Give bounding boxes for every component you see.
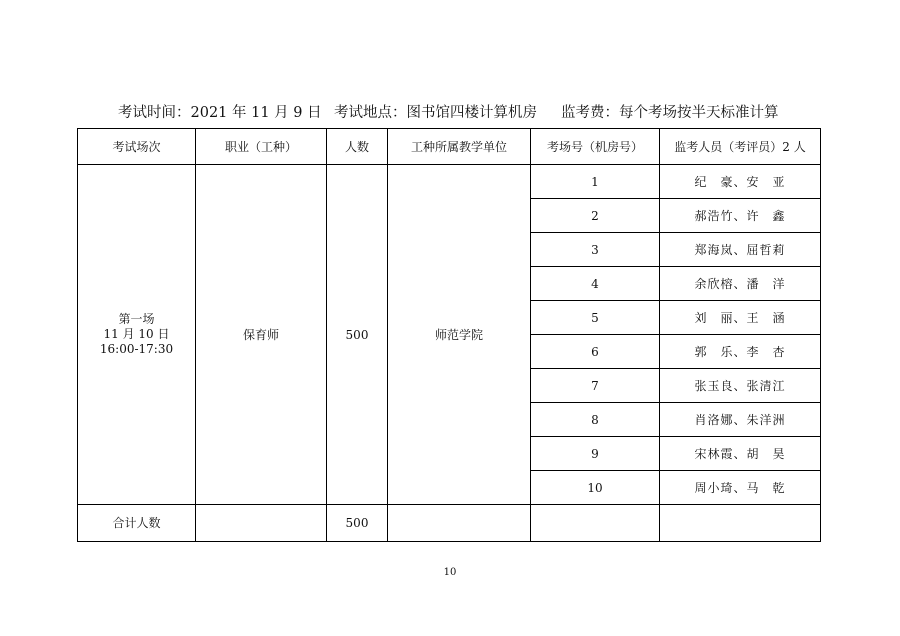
total-empty-cell (388, 505, 531, 542)
proctor-names: 余欣榕、潘 洋 (660, 267, 821, 301)
session-name: 第一场 (118, 312, 155, 326)
room-number: 5 (531, 301, 660, 335)
total-label: 合计人数 (78, 505, 196, 542)
total-empty-cell (531, 505, 660, 542)
room-number: 7 (531, 369, 660, 403)
header-line (0, 103, 900, 123)
exam-schedule-table (77, 128, 821, 542)
proctor-fee: 监考费：每个考场按半天标准计算 (561, 105, 779, 121)
room-number: 6 (531, 335, 660, 369)
proctor-names: 周小琦、马 乾 (660, 471, 821, 505)
proctor-names: 宋林霞、胡 昊 (660, 437, 821, 471)
room-number: 4 (531, 267, 660, 301)
exam-place: 考试地点：图书馆四楼计算机房 (334, 105, 537, 121)
total-count: 500 (327, 505, 388, 542)
session-cell (78, 165, 196, 505)
proctor-names: 肖洛娜、朱洋洲 (660, 403, 821, 437)
room-number: 1 (531, 165, 660, 199)
proctor-names: 郝浩竹、许 鑫 (660, 199, 821, 233)
unit-cell: 师范学院 (388, 165, 531, 505)
table-header-row (78, 129, 821, 165)
proctor-names: 张玉良、张清江 (660, 369, 821, 403)
proctor-names: 郑海岚、屈哲莉 (660, 233, 821, 267)
total-empty-cell (660, 505, 821, 542)
count-cell: 500 (327, 165, 388, 505)
exam-time: 考试时间：2021 年 11 月 9 日 (118, 105, 322, 121)
room-number: 3 (531, 233, 660, 267)
page-number: 10 (443, 567, 457, 578)
proctor-names: 纪 豪、安 亚 (660, 165, 821, 199)
session-time: 16:00-17:30 (99, 342, 174, 356)
proctor-names: 刘 丽、王 涵 (660, 301, 821, 335)
column-header-count: 人数 (327, 129, 388, 165)
room-number: 10 (531, 471, 660, 505)
proctor-names: 郭 乐、李 杏 (660, 335, 821, 369)
total-row (78, 505, 821, 542)
occupation-cell: 保育师 (196, 165, 327, 505)
column-header-unit: 工种所属教学单位 (388, 129, 531, 165)
column-header-proctors: 监考人员（考评员）2 人 (660, 129, 821, 165)
room-number: 9 (531, 437, 660, 471)
room-number: 8 (531, 403, 660, 437)
column-header-session: 考试场次 (78, 129, 196, 165)
session-date: 11 月 10 日 (103, 327, 170, 341)
table-row (78, 165, 821, 199)
room-number: 2 (531, 199, 660, 233)
total-empty-cell (196, 505, 327, 542)
column-header-occupation: 职业（工种） (196, 129, 327, 165)
column-header-room: 考场号（机房号） (531, 129, 660, 165)
